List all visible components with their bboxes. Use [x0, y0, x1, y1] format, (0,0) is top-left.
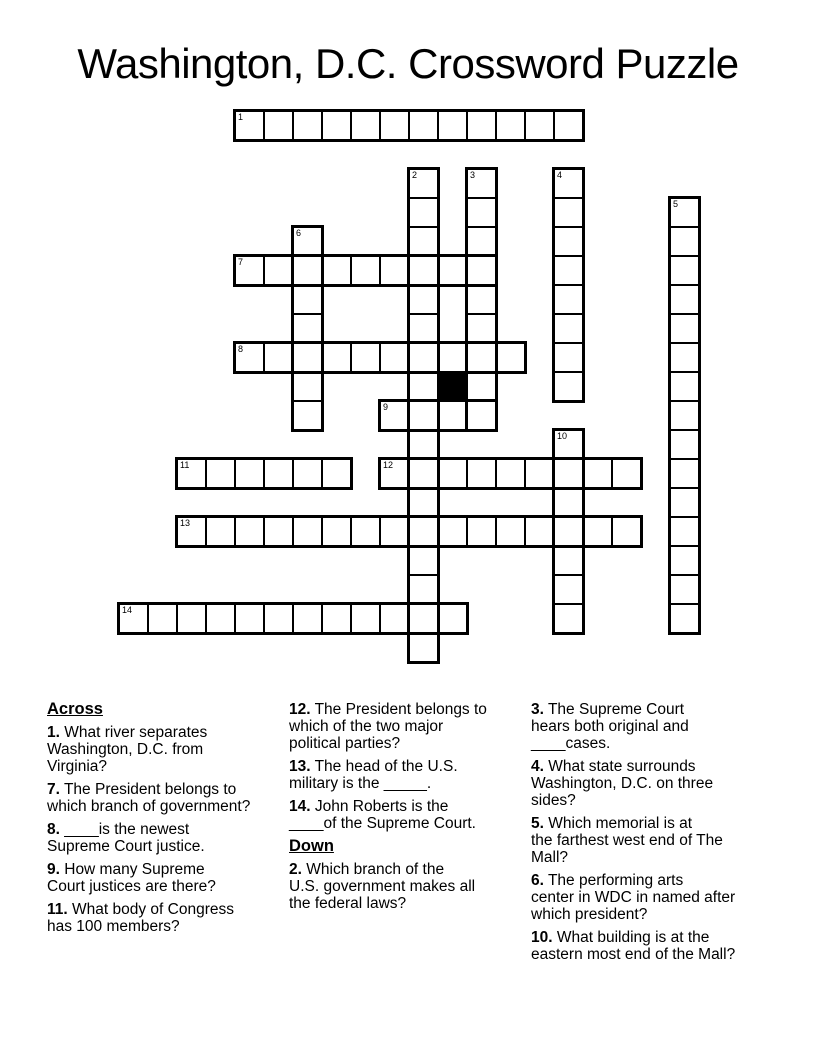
grid-cell[interactable] [669, 400, 700, 431]
cell-number: 11 [180, 460, 190, 470]
grid-cell[interactable] [292, 110, 323, 141]
grid-cell[interactable] [176, 516, 207, 547]
clue-number: 1. [47, 724, 60, 741]
clue-14: 14. John Roberts is the ____of the Supreme Court. [289, 798, 476, 832]
grid-cell[interactable] [408, 516, 439, 547]
clue-10: 10. What building is at the eastern most end of the Mall? [531, 929, 736, 963]
page-title: Washington, D.C. Crossword Puzzle [77, 40, 739, 87]
grid-cell[interactable] [205, 603, 236, 634]
clue-13: 13. The head of the U.S. military is the _____. [289, 758, 458, 792]
clue-column-3 [531, 701, 783, 969]
grid-cell[interactable] [176, 603, 207, 634]
grid-cell[interactable] [553, 226, 584, 257]
clue-3: 3. The Supreme Court hears both original and ____cases. [531, 701, 689, 752]
grid-cell[interactable] [408, 458, 439, 489]
grid-cell[interactable] [437, 110, 468, 141]
clue-number: 14. [289, 798, 311, 815]
grid-cell[interactable] [466, 400, 497, 431]
clue-column-2 [289, 701, 532, 918]
grid-cell[interactable] [437, 603, 468, 634]
clue-number: 13. [289, 758, 311, 775]
grid-cell[interactable] [582, 458, 613, 489]
grid-cell[interactable] [437, 458, 468, 489]
grid-cell[interactable] [292, 255, 323, 286]
grid-cell[interactable] [292, 603, 323, 634]
grid-cell[interactable] [379, 110, 410, 141]
grid-cell[interactable] [292, 226, 323, 257]
cell-number: 1 [238, 112, 244, 122]
grid-cell[interactable] [466, 168, 497, 199]
grid-cell[interactable] [408, 226, 439, 257]
cell-number: 5 [673, 199, 679, 209]
grid-cell[interactable] [495, 110, 526, 141]
grid-cell[interactable] [350, 342, 381, 373]
grid-cell[interactable] [234, 458, 265, 489]
grid-cell[interactable] [408, 342, 439, 373]
grid-cell[interactable] [408, 313, 439, 344]
grid-cell[interactable] [321, 342, 352, 373]
grid-cell[interactable] [553, 545, 584, 576]
cell-number: 10 [557, 431, 568, 441]
grid-cell[interactable] [553, 487, 584, 518]
grid-cell[interactable] [408, 632, 439, 663]
grid-cell[interactable] [466, 255, 497, 286]
grid-cell[interactable] [292, 400, 323, 431]
clue-9: 9. How many Supreme Court justices are there? [47, 861, 216, 895]
cell-number: 12 [383, 460, 394, 470]
clue-number: 12. [289, 701, 311, 718]
grid-cell[interactable] [553, 371, 584, 402]
clue-number: 6. [531, 872, 544, 889]
grid-cell[interactable] [292, 342, 323, 373]
grid-cell[interactable] [466, 371, 497, 402]
grid-cell[interactable] [669, 226, 700, 257]
cell-number: 2 [412, 170, 418, 180]
grid-cell[interactable] [350, 255, 381, 286]
grid-cell[interactable] [292, 284, 323, 315]
clue-2: 2. Which branch of the U.S. government makes all the federal laws? [289, 861, 476, 912]
grid-cell[interactable] [408, 371, 439, 402]
grid-cell[interactable] [553, 574, 584, 605]
cell-number: 8 [238, 344, 244, 354]
grid-cell[interactable] [466, 342, 497, 373]
grid-cell[interactable] [408, 197, 439, 228]
grid-cell[interactable] [205, 516, 236, 547]
grid-cell[interactable] [118, 603, 149, 634]
grid-cell[interactable] [292, 516, 323, 547]
grid-cell[interactable] [350, 516, 381, 547]
grid-cell[interactable] [263, 110, 294, 141]
grid-cell[interactable] [350, 603, 381, 634]
cell-number: 3 [470, 170, 476, 180]
clue-6: 6. The performing arts center in WDC in named after which president? [531, 872, 736, 923]
grid-cell[interactable] [263, 255, 294, 286]
grid-cell[interactable] [321, 603, 352, 634]
clue-column-1 [47, 701, 287, 941]
clue-4: 4. What state surrounds Washington, D.C. on three sides? [531, 758, 714, 809]
grid-cell[interactable] [408, 429, 439, 460]
grid-cell[interactable] [292, 458, 323, 489]
grid-cell[interactable] [669, 313, 700, 344]
clue-number: 5. [531, 815, 544, 832]
grid-cell[interactable] [553, 110, 584, 141]
cell-number: 7 [238, 257, 244, 267]
grid-cell[interactable] [611, 516, 642, 547]
grid-cell[interactable] [408, 603, 439, 634]
clue-12: 12. The President belongs to which of the two major political parties? [289, 701, 487, 752]
grid-cell[interactable] [437, 400, 468, 431]
grid-cell[interactable] [263, 516, 294, 547]
cell-number: 4 [557, 170, 563, 180]
grid-cell[interactable] [582, 516, 613, 547]
clue-8: 8. ____is the newest Supreme Court justice. [47, 821, 205, 855]
grid-cell[interactable] [553, 284, 584, 315]
grid-cell[interactable] [321, 516, 352, 547]
grid-cell[interactable] [466, 313, 497, 344]
grid-cell[interactable] [466, 516, 497, 547]
grid-cell[interactable] [292, 313, 323, 344]
grid-cell[interactable] [669, 574, 700, 605]
grid-cell[interactable] [379, 516, 410, 547]
grid-cell[interactable] [495, 458, 526, 489]
grid-cell[interactable] [524, 458, 555, 489]
grid-cell[interactable] [234, 342, 265, 373]
black-cell [437, 371, 468, 402]
clue-number: 10. [531, 929, 553, 946]
grid-cell[interactable] [234, 603, 265, 634]
grid-cell[interactable] [466, 110, 497, 141]
clue-number: 4. [531, 758, 544, 775]
grid-cell[interactable] [553, 168, 584, 199]
grid-cell[interactable] [669, 197, 700, 228]
grid-cell[interactable] [408, 284, 439, 315]
grid-cell[interactable] [669, 458, 700, 489]
grid-cell[interactable] [408, 487, 439, 518]
grid-cell[interactable] [263, 342, 294, 373]
clue-number: 11. [47, 901, 68, 918]
clue-5: 5. Which memorial is at the farthest west end of The Mall? [531, 815, 723, 866]
grid-cell[interactable] [234, 110, 265, 141]
grid-cell[interactable] [379, 342, 410, 373]
grid-cell[interactable] [466, 284, 497, 315]
grid-cell[interactable] [408, 168, 439, 199]
grid-cell[interactable] [669, 603, 700, 634]
grid-cell[interactable] [669, 429, 700, 460]
clues-down-header: Down [289, 837, 334, 855]
clues-across-header: Across [47, 700, 103, 718]
grid-cell[interactable] [350, 110, 381, 141]
grid-cell[interactable] [408, 545, 439, 576]
grid-cell[interactable] [466, 458, 497, 489]
grid-cell[interactable] [553, 255, 584, 286]
grid-cell[interactable] [524, 110, 555, 141]
grid-cell[interactable] [669, 487, 700, 518]
grid-cell[interactable] [379, 603, 410, 634]
cell-number: 9 [383, 402, 389, 412]
grid-cell[interactable] [408, 110, 439, 141]
grid-cell[interactable] [321, 458, 352, 489]
clue-7: 7. The President belongs to which branch of government? [47, 781, 251, 815]
grid-cell[interactable] [379, 458, 410, 489]
grid-cell[interactable] [553, 516, 584, 547]
grid-cell[interactable] [669, 545, 700, 576]
grid-cell[interactable] [263, 458, 294, 489]
clue-number: 8. [47, 821, 60, 838]
grid-cell[interactable] [466, 197, 497, 228]
grid-cell[interactable] [611, 458, 642, 489]
grid-cell[interactable] [553, 603, 584, 634]
grid-cell[interactable] [408, 255, 439, 286]
clue-number: 7. [47, 781, 60, 798]
clue-number: 9. [47, 861, 60, 878]
grid-cell[interactable] [379, 255, 410, 286]
grid-cell[interactable] [553, 429, 584, 460]
grid-cell[interactable] [437, 516, 468, 547]
grid-cell[interactable] [321, 255, 352, 286]
grid-cell[interactable] [263, 603, 294, 634]
grid-cell[interactable] [292, 371, 323, 402]
grid-cell[interactable] [553, 458, 584, 489]
grid-cell[interactable] [234, 516, 265, 547]
grid-cell[interactable] [379, 400, 410, 431]
grid-cell[interactable] [234, 255, 265, 286]
clue-11: 11. What body of Congress has 100 members? [47, 901, 234, 935]
clue-1: 1. What river separates Washington, D.C. from Virginia? [47, 724, 208, 775]
grid-cell[interactable] [466, 226, 497, 257]
grid-cell[interactable] [669, 255, 700, 286]
cell-number: 13 [180, 518, 191, 528]
grid-cell[interactable] [669, 342, 700, 373]
grid-cell[interactable] [205, 458, 236, 489]
grid-cell[interactable] [495, 516, 526, 547]
grid-cell[interactable] [524, 516, 555, 547]
grid-cell[interactable] [553, 342, 584, 373]
grid-cell[interactable] [553, 313, 584, 344]
grid-cell[interactable] [176, 458, 207, 489]
grid-cell[interactable] [669, 284, 700, 315]
grid-cell[interactable] [437, 255, 468, 286]
cell-number: 14 [122, 605, 133, 615]
grid-cell[interactable] [408, 400, 439, 431]
clue-number: 2. [289, 861, 302, 878]
clue-number: 3. [531, 701, 544, 718]
grid-cell[interactable] [553, 197, 584, 228]
grid-cell[interactable] [495, 342, 526, 373]
grid-cell[interactable] [147, 603, 178, 634]
grid-cell[interactable] [408, 574, 439, 605]
grid-cell[interactable] [669, 371, 700, 402]
grid-cell[interactable] [437, 342, 468, 373]
grid-cell[interactable] [321, 110, 352, 141]
cell-number: 6 [296, 228, 302, 238]
grid-cell[interactable] [669, 516, 700, 547]
